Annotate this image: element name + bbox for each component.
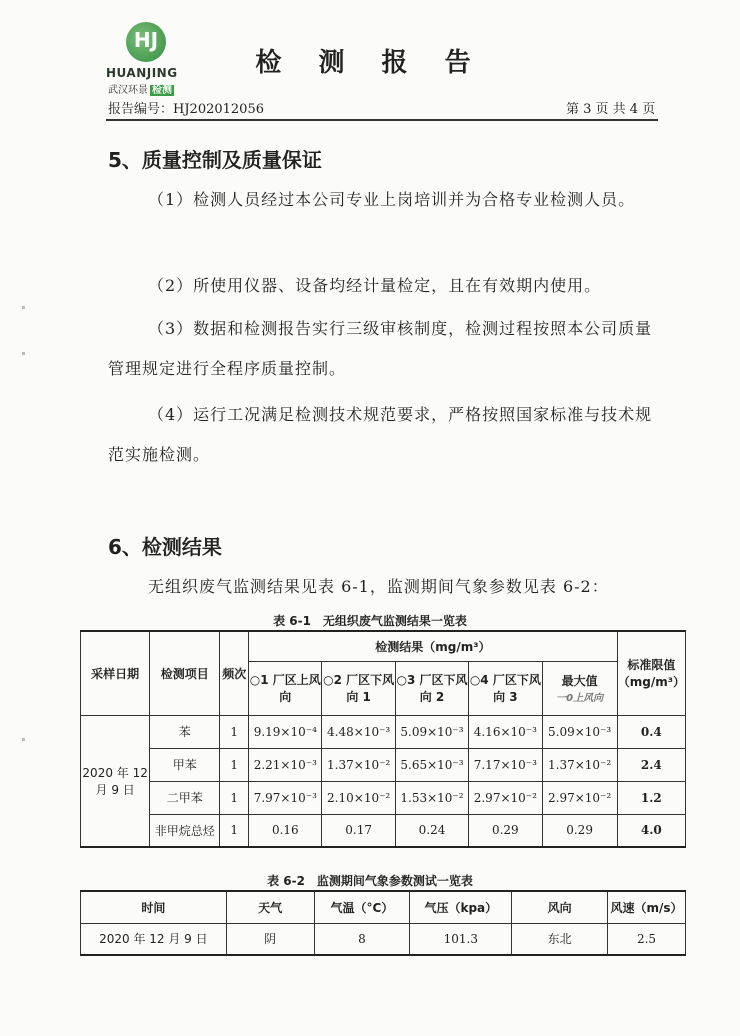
scan-speck [22, 738, 25, 741]
value-cell: 2.10×10⁻² [322, 781, 395, 814]
value-cell: 1.37×10⁻² [322, 748, 395, 781]
value-cell: 5.65×10⁻³ [395, 748, 468, 781]
table-1-results [80, 630, 686, 848]
table-row [81, 923, 686, 955]
value-cell: 0.17 [322, 814, 395, 847]
section-5-item-3: （3）数据和检测报告实行三级审核制度，检测过程按照本公司质量管理规定进行全程序质量控制。 [108, 319, 653, 378]
time-cell: 2020 年 12 月 9 日 [81, 923, 227, 955]
header-pressure: 气压（kpa） [410, 891, 512, 923]
table-row [81, 715, 686, 748]
header-frequency: 频次 [220, 631, 249, 715]
page-number: 第 3 页 共 4 页 [566, 102, 656, 117]
weather-cell: 阴 [226, 923, 314, 955]
scan-speck [22, 306, 25, 309]
limit-cell: 4.0 [617, 814, 685, 847]
value-cell: 7.17×10⁻³ [469, 748, 542, 781]
freq-cell: 1 [220, 814, 249, 847]
header-point-2: ○2 厂区下风向 1 [322, 661, 395, 715]
logo-english-name: HUANJING [106, 66, 178, 80]
table-1-caption: 表 6-1 无组织废气监测结果一览表 [273, 614, 467, 628]
table-row [81, 781, 686, 814]
header-point-4: ○4 厂区下风向 3 [469, 661, 542, 715]
limit-cell: 0.4 [617, 715, 685, 748]
header-divider [106, 119, 658, 121]
header-time: 时间 [81, 891, 227, 923]
header-wind-speed: 风速（m/s） [608, 891, 686, 923]
item-cell: 苯 [150, 715, 220, 748]
freq-cell: 1 [220, 715, 249, 748]
value-cell: 5.09×10⁻³ [395, 715, 468, 748]
max-cell: 0.29 [542, 814, 617, 847]
header-max-value: 最大值 一0上风向 [542, 661, 617, 715]
table-row [81, 814, 686, 847]
scan-speck [22, 352, 25, 355]
wind-speed-cell: 2.5 [608, 923, 686, 955]
header-temperature: 气温（°C） [314, 891, 410, 923]
table-row [81, 748, 686, 781]
item-cell: 甲苯 [150, 748, 220, 781]
limit-cell: 1.2 [617, 781, 685, 814]
table-2-caption: 表 6-2 监测期间气象参数测试一览表 [267, 874, 473, 888]
max-cell: 1.37×10⁻² [542, 748, 617, 781]
value-cell: 1.53×10⁻² [395, 781, 468, 814]
temperature-cell: 8 [314, 923, 410, 955]
value-cell: 0.29 [469, 814, 542, 847]
section-5-item-4: （4）运行工况满足检测技术规范要求，严格按照国家标准与技术规范实施检测。 [108, 405, 653, 464]
section-6-heading: 6、检测结果 [108, 535, 222, 559]
freq-cell: 1 [220, 748, 249, 781]
handwritten-note: 一0上风向 [556, 693, 604, 704]
section-5-item-2: （2）所使用仪器、设备均经计量检定，且在有效期内使用。 [148, 276, 602, 295]
logo-mark: HJ [133, 28, 159, 52]
sampling-date-cell: 2020 年 12 月 9 日 [81, 715, 150, 847]
value-cell: 0.24 [395, 814, 468, 847]
table-2-weather [80, 890, 686, 956]
freq-cell: 1 [220, 781, 249, 814]
header-sampling-date: 采样日期 [81, 631, 150, 715]
value-cell: 9.19×10⁻⁴ [249, 715, 322, 748]
wind-direction-cell: 东北 [512, 923, 608, 955]
item-cell: 非甲烷总烃 [150, 814, 220, 847]
value-cell: 4.16×10⁻³ [469, 715, 542, 748]
logo-chinese-name: 武汉环景 检测 [108, 85, 172, 96]
pressure-cell: 101.3 [410, 923, 512, 955]
report-number: 报告编号：HJ202012056 [108, 102, 264, 117]
header-standard-limit: 标准限值（mg/m³） [617, 631, 685, 715]
document-title: 检 测 报 告 [255, 48, 485, 78]
section-5-heading: 5、质量控制及质量保证 [108, 148, 322, 172]
header-test-result: 检测结果（mg/m³） [249, 631, 618, 661]
header-wind-direction: 风向 [512, 891, 608, 923]
section-5-item-1: （1）检测人员经过本公司专业上岗培训并为合格专业检测人员。 [148, 190, 636, 209]
value-cell: 4.48×10⁻³ [322, 715, 395, 748]
value-cell: 0.16 [249, 814, 322, 847]
header-test-item: 检测项目 [150, 631, 220, 715]
max-cell: 2.97×10⁻² [542, 781, 617, 814]
header-weather: 天气 [226, 891, 314, 923]
header-point-3: ○3 厂区下风向 2 [395, 661, 468, 715]
header-point-1: ○1 厂区上风向 [249, 661, 322, 715]
section-6-intro: 无组织废气监测结果见表 6-1，监测期间气象参数见表 6-2： [148, 577, 609, 596]
max-cell: 5.09×10⁻³ [542, 715, 617, 748]
value-cell: 2.97×10⁻² [469, 781, 542, 814]
value-cell: 7.97×10⁻³ [249, 781, 322, 814]
item-cell: 二甲苯 [150, 781, 220, 814]
value-cell: 2.21×10⁻³ [249, 748, 322, 781]
limit-cell: 2.4 [617, 748, 685, 781]
